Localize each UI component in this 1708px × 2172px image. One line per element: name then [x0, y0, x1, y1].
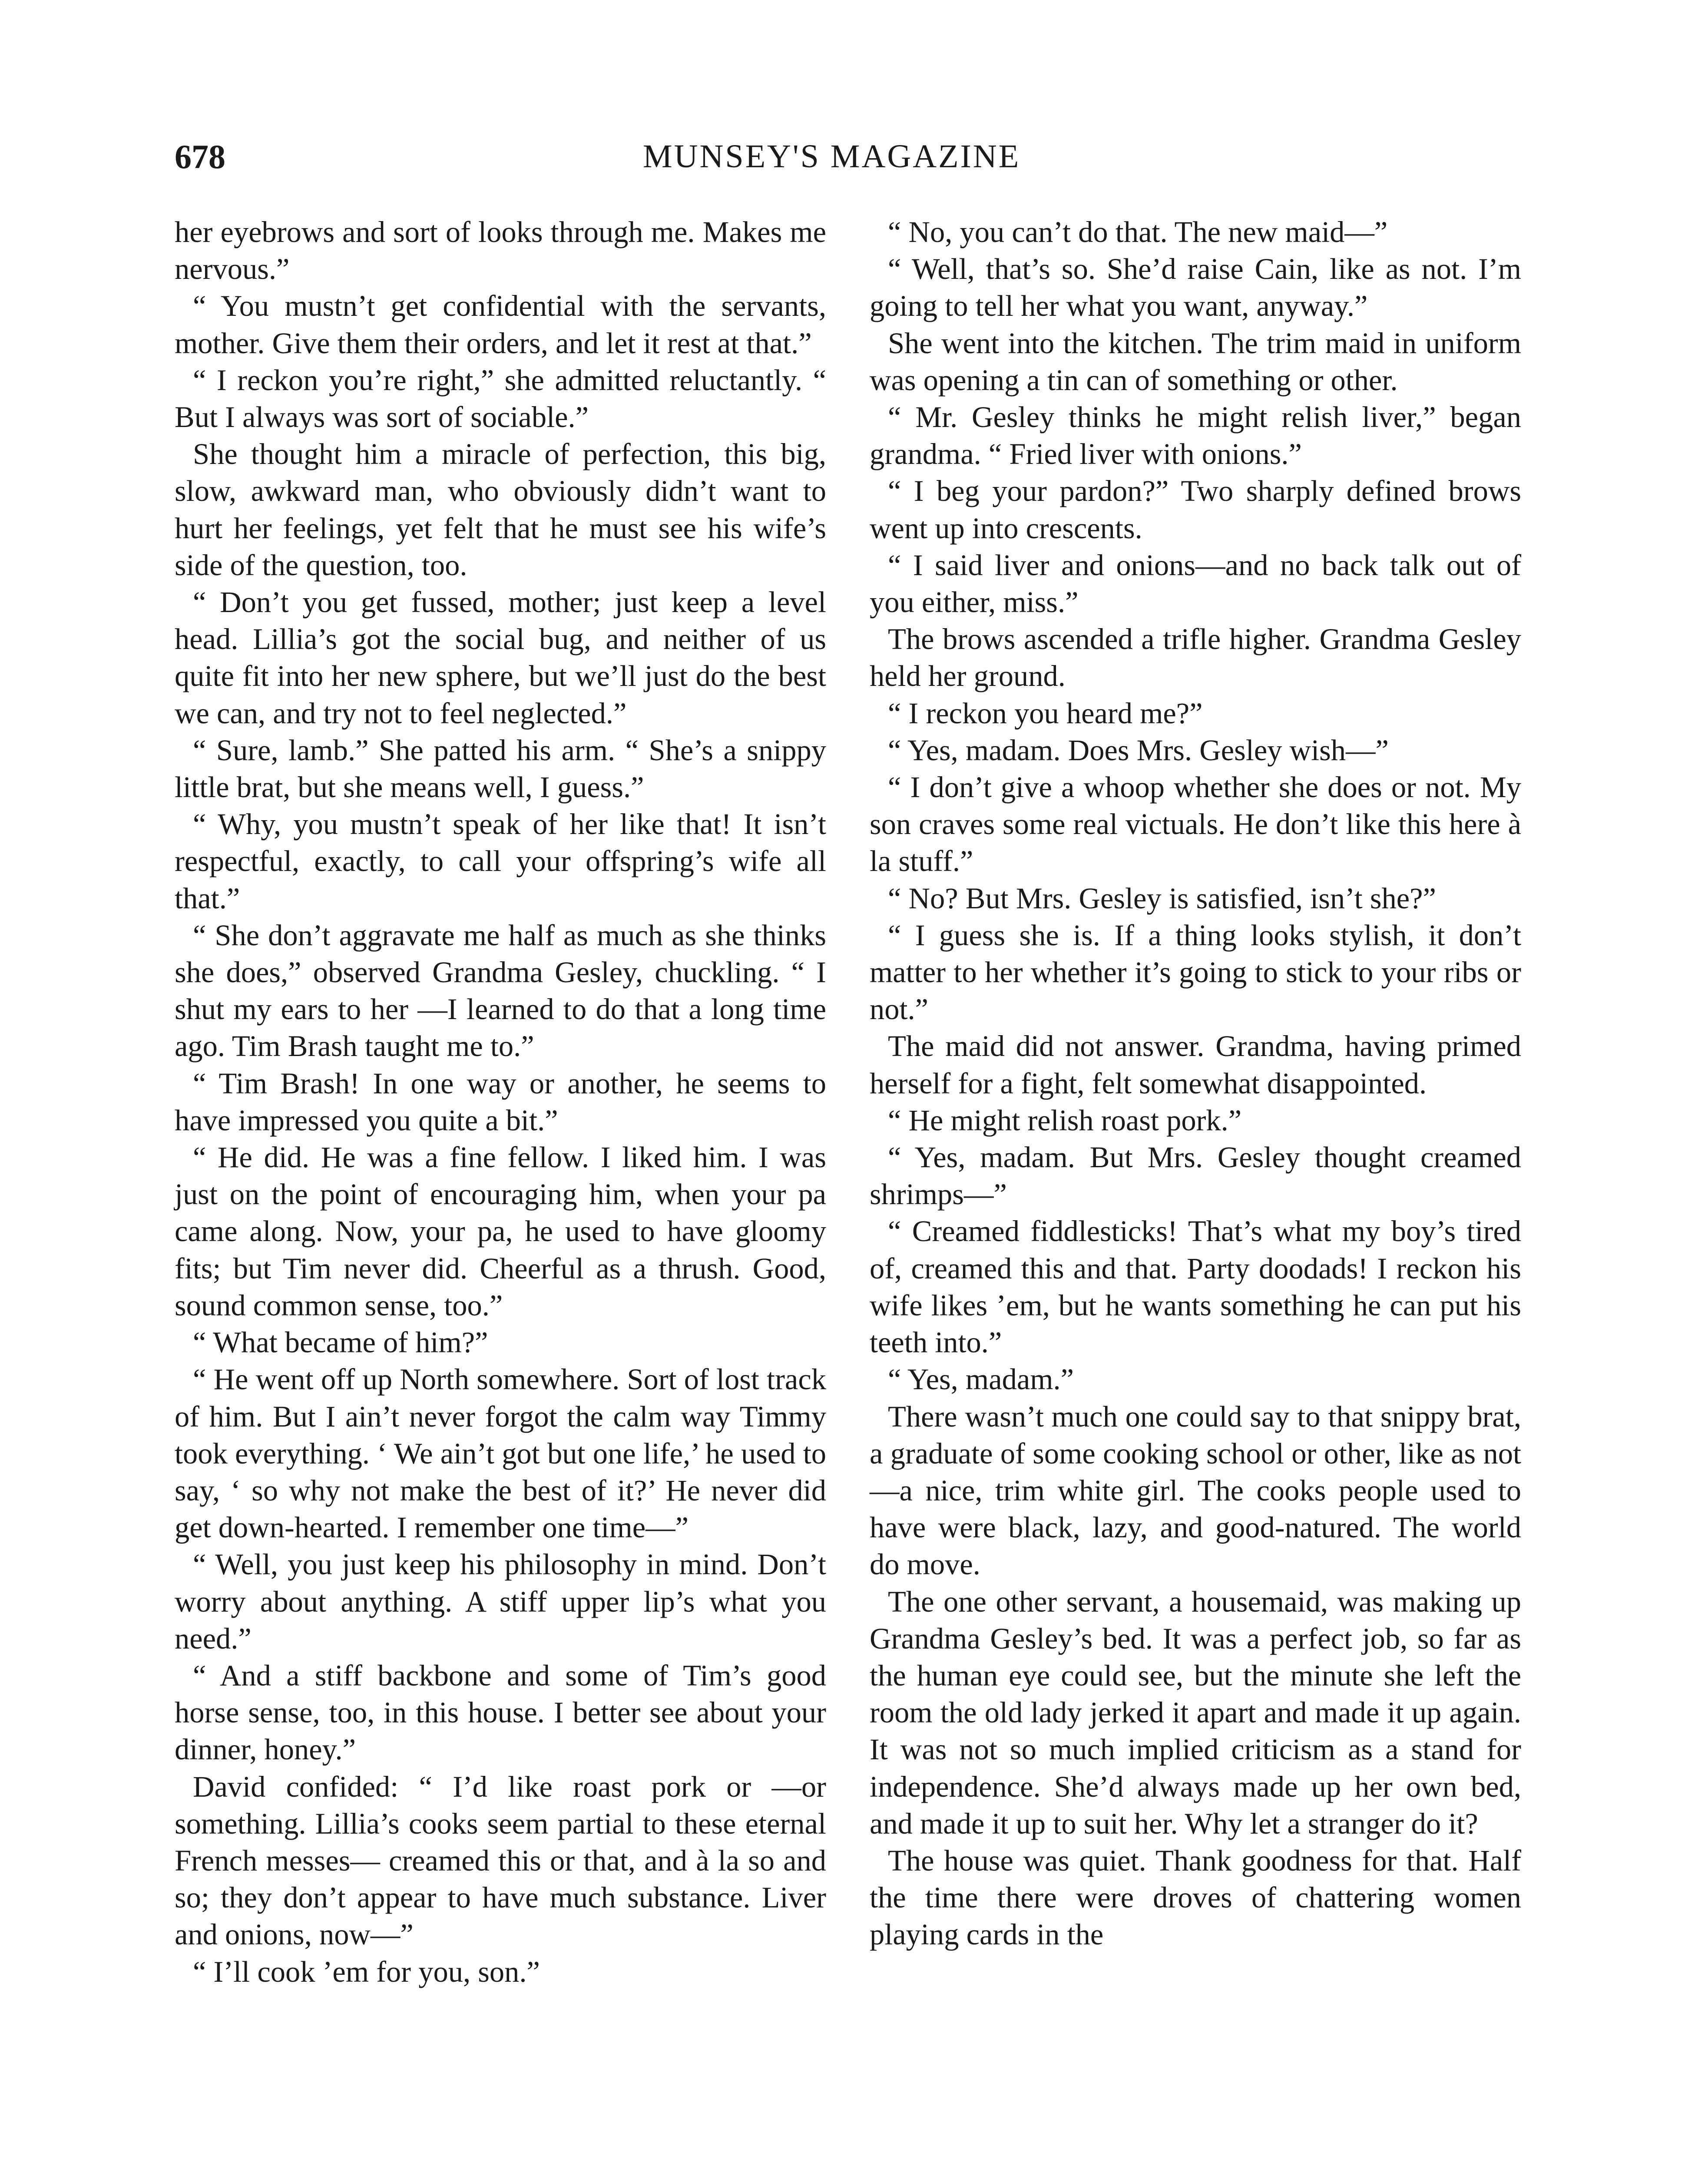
paragraph: “ I beg your pardon?” Two sharply defined brows went up into crescents. — [870, 474, 1521, 545]
paragraph: “ I reckon you’re right,” she admitted reluctantly. “ But I always was sort of sociable.” — [175, 363, 826, 434]
paragraph: The one other servant, a housemaid, was making up Grandma Gesley’s bed. It was a perfect job, so far as the human eye could see, but the minute she left the room the old lady jerked it apart and made it up again. It was not so much implied criticism as a stand for independence. She’d always made up her own bed, and made it up to suit her. Why let a stranger do it? — [870, 1585, 1521, 1840]
paragraph: David confided: “ I’d like roast pork or —or something. Lillia’s cooks seem partial to these eternal French messes— creamed this or that, and à la so and so; they don’t appear to have much substance. Liver and onions, now—” — [175, 1770, 826, 1951]
paragraph: “ Yes, madam. Does Mrs. Gesley wish—” — [888, 733, 1389, 767]
paragraph: “ No, you can’t do that. The new maid—” — [888, 215, 1388, 248]
paragraph: “ Yes, madam.” — [888, 1363, 1074, 1396]
paragraph: She thought him a miracle of perfection, this big, slow, awkward man, who obviously didn’t want to hurt her feelings, yet felt that he must see his wife’s side of the question, too. — [175, 437, 826, 582]
paragraph: “ Tim Brash! In one way or another, he seems to have impressed you quite a bit.” — [175, 1066, 826, 1137]
paragraph: “ What became of him?” — [193, 1326, 488, 1359]
paragraph: She went into the kitchen. The trim maid in uniform was opening a tin can of something or other. — [870, 326, 1521, 397]
paragraph: “ Don’t you get fussed, mother; just keep a level head. Lillia’s got the social bug, and neither of us quite fit into her new sphere, but we’ll just do the best we can, and try not to feel neglected.” — [175, 586, 826, 730]
paragraph: The maid did not answer. Grandma, having primed herself for a fight, felt somewhat disappointed. — [870, 1030, 1521, 1100]
paragraph: “ Creamed fiddlesticks! That’s what my boy’s tired of, creamed this and that. Party doodads! I reckon his wife likes ’em, but he wants something he can put his teeth into.” — [870, 1215, 1521, 1359]
paragraph: The house was quiet. Thank goodness for that. Half the time there were droves of chattering women playing cards in the — [870, 1844, 1521, 1951]
paragraph: “ No? But Mrs. Gesley is satisfied, isn’t she?” — [888, 881, 1436, 915]
paragraph: “ He did. He was a fine fellow. I liked him. I was just on the point of encouraging him, when your pa came along. Now, your pa, he used to have gloomy fits; but Tim never did. Cheerful as a thrush. Good, sound common sense, too.” — [175, 1141, 826, 1322]
paragraph: “ And a stiff backbone and some of Tim’s good horse sense, too, in this house. I better see about your dinner, honey.” — [175, 1659, 826, 1766]
paragraph: “ I said liver and onions—and no back talk out of you either, miss.” — [870, 548, 1521, 619]
paragraph: The brows ascended a trifle higher. Grandma Gesley held her ground. — [870, 622, 1521, 693]
paragraph: “ He might relish roast pork.” — [888, 1103, 1242, 1137]
paragraph: There wasn’t much one could say to that snippy brat, a graduate of some cooking school or other, like as not—a nice, trim white girl. The cooks people used to have were black, lazy, and good-natured. The world do move. — [870, 1400, 1521, 1581]
page-number: 678 — [175, 138, 225, 175]
paragraph: “ Well, you just keep his philosophy in mind. Don’t worry about anything. A stiff upper lip’s what you need.” — [175, 1548, 826, 1655]
paragraph: “ I guess she is. If a thing looks stylish, it don’t matter to her whether it’s going to stick to your ribs or not.” — [870, 918, 1521, 1026]
paragraph: “ Well, that’s so. She’d raise Cain, like as not. I’m going to tell her what you want, anyway.” — [870, 252, 1521, 323]
running-head-title: MUNSEY'S MAGAZINE — [643, 138, 1021, 175]
paragraph: her eyebrows and sort of looks through me. Makes me nervous.” — [175, 215, 826, 286]
paragraph: “ Why, you mustn’t speak of her like that! It isn’t respectful, exactly, to call your offspring’s wife all that.” — [175, 808, 826, 915]
paragraph: “ Sure, lamb.” She patted his arm. “ She’s a snippy little brat, but she means well, I guess.” — [175, 733, 826, 804]
paragraph: “ I reckon you heard me?” — [888, 696, 1203, 730]
paragraph: “ You mustn’t get confidential with the servants, mother. Give them their orders, and let it rest at that.” — [175, 289, 826, 360]
left-text-column — [175, 214, 826, 1990]
paragraph: “ I’ll cook ’em for you, son.” — [193, 1955, 540, 1988]
paragraph: “ Mr. Gesley thinks he might relish liver,” began grandma. “ Fried liver with onions.” — [870, 401, 1521, 471]
paragraph: “ Yes, madam. But Mrs. Gesley thought creamed shrimps—” — [870, 1141, 1521, 1211]
right-text-column — [870, 214, 1521, 1953]
paragraph: “ She don’t aggravate me half as much as she thinks she does,” observed Grandma Gesley, chuckling. “ I shut my ears to her —I learned to do that a long time ago. Tim Brash taught me to.” — [175, 918, 826, 1063]
paragraph: “ I don’t give a whoop whether she does or not. My son craves some real victuals. He don’t like this here à la stuff.” — [870, 771, 1521, 878]
paragraph: “ He went off up North somewhere. Sort of lost track of him. But I ain’t never forgot the calm way Timmy took everything. ‘ We ain’t got but one life,’ he used to say, ‘ so why not make the best of it?’ He never did get down-hearted. I remember one time—” — [175, 1363, 826, 1544]
